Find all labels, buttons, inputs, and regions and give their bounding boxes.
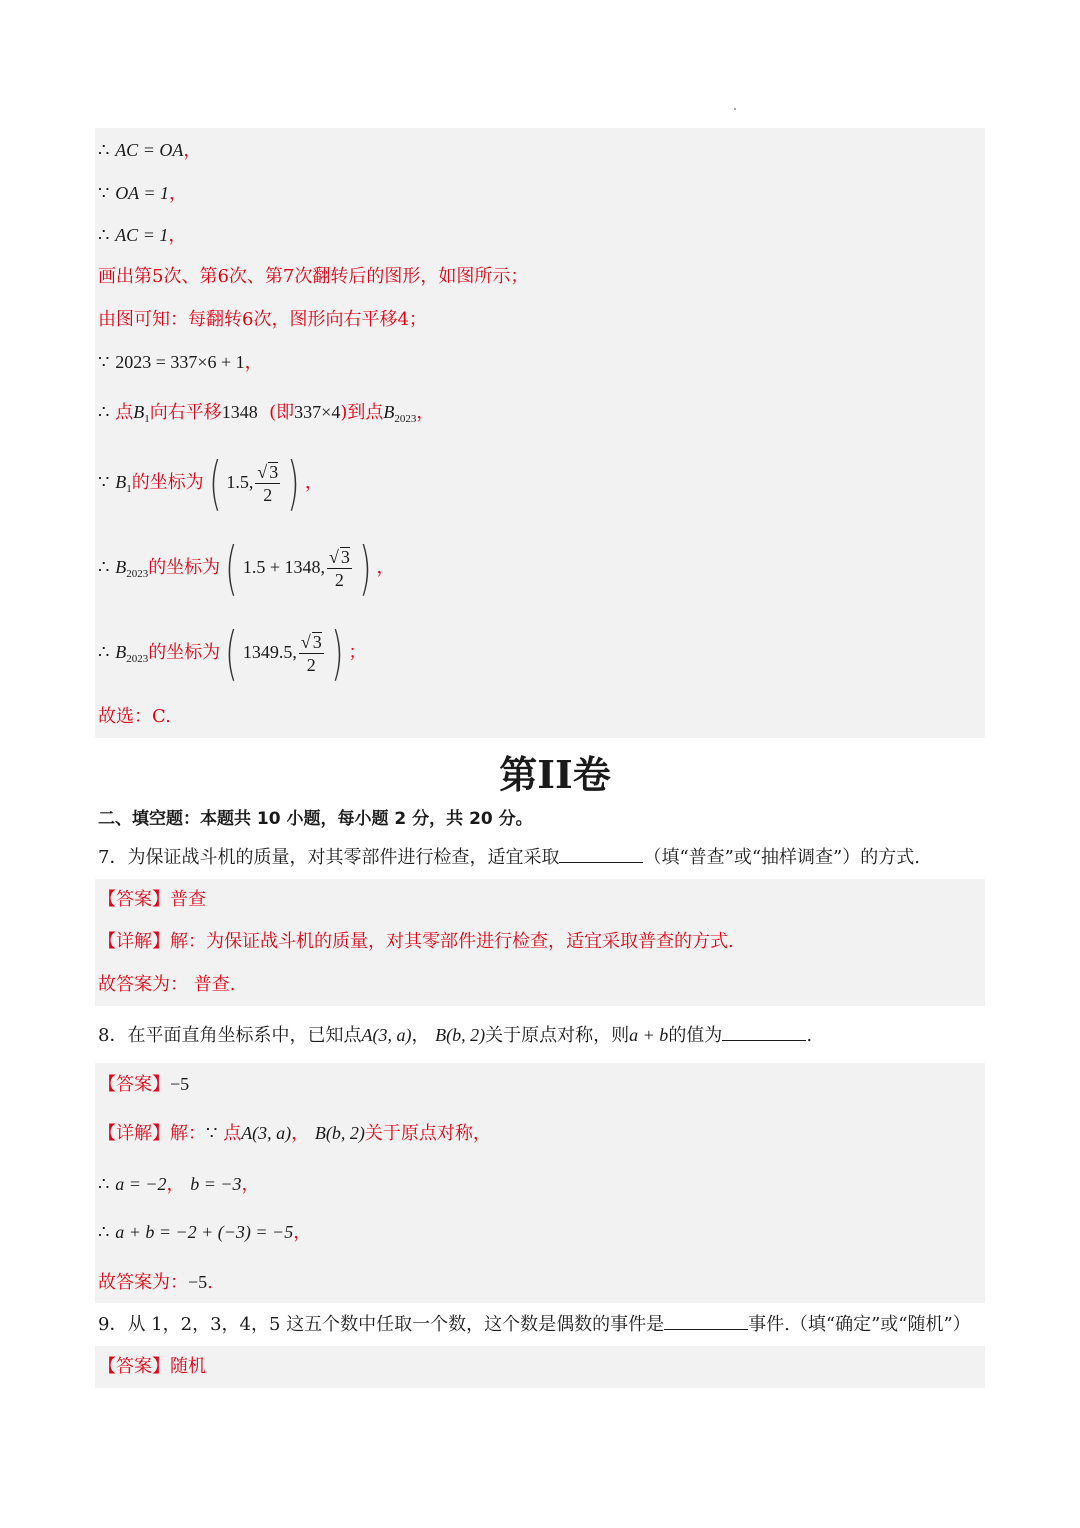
q8-step-1: ∴ a = −2， b = −3， bbox=[98, 1174, 260, 1195]
solution-line-5: 由图可知：每翻转6次，图形向右平移4； bbox=[98, 309, 427, 330]
question-8: 8．在平面直角坐标系中，已知点A(3, a)， B(b, 2)关于原点对称，则a + b的值为 . bbox=[98, 1025, 813, 1046]
question-7: 7．为保证战斗机的质量，对其零部件进行检查，适宜采取 （填“普查”或“抽样调查”）的方式. bbox=[98, 847, 920, 868]
answer-blank bbox=[664, 1313, 748, 1330]
solution-line-11: 故选：C. bbox=[98, 706, 171, 727]
q8-answer: 【答案】−5 bbox=[98, 1074, 190, 1095]
fraction: $\frac{√ 3}{2}$ bbox=[328, 546, 350, 590]
section-heading: 二、填空题：本题共 10 小题，每小题 2 分，共 20 分。 bbox=[98, 809, 533, 829]
solution-line-10: ∴ $B_{2023}$的坐标为( 1349.5, $\frac{√ 3}{2}$ ) ； bbox=[98, 619, 367, 687]
q9-answer: 【答案】随机 bbox=[98, 1356, 206, 1377]
question-9: 9．从 1，2，3，4，5 这五个数中任取一个数，这个数是偶数的事件是 事件.（填“确定”或“随机”） bbox=[98, 1314, 971, 1335]
q7-detail: 【详解】解：为保证战斗机的质量，对其零部件进行检查，适宜采取普查的方式. bbox=[98, 931, 734, 952]
solution-line-1: ∴ AC = OA， bbox=[98, 140, 202, 161]
q7-final: 故答案为： 普查. bbox=[98, 974, 236, 995]
solution-line-3: ∴ AC = 1， bbox=[98, 225, 187, 246]
scan-dot bbox=[734, 108, 736, 110]
solution-line-7: ∴ 点$B_1$向右平移1348 (即337×4)到点$B_{2023}$， bbox=[98, 402, 435, 425]
answer-box-q9 bbox=[95, 1346, 985, 1388]
solution-line-2: ∵ OA = 1， bbox=[98, 183, 188, 204]
fraction: $\frac{√ 3}{2}$ bbox=[257, 461, 279, 505]
page-title: 第II卷 bbox=[499, 752, 611, 797]
answer-blank bbox=[559, 846, 643, 863]
solution-line-6: ∵ 2023 = 337×6 + 1， bbox=[98, 352, 263, 373]
fraction: $\frac{√ 3}{2}$ bbox=[300, 631, 322, 675]
solution-line-4: 画出第5次、第6次、第7次翻转后的图形，如图所示； bbox=[98, 266, 529, 287]
solution-line-8: ∵ $B_1$的坐标为( 1.5, $\frac{√ 3}{2}$ ) ， bbox=[98, 449, 323, 517]
q8-detail: 【详解】解：∵ 点A(3, a)， B(b, 2)关于原点对称， bbox=[98, 1123, 491, 1144]
solution-line-9: ∴ $B_{2023}$的坐标为( 1.5 + 1348, $\frac{√ 3}{2}$ ) ， bbox=[98, 534, 395, 602]
answer-blank bbox=[722, 1024, 806, 1041]
q8-final: 故答案为：−5. bbox=[98, 1272, 213, 1293]
q8-step-2: ∴ a + b = −2 + (−3) = −5， bbox=[98, 1222, 312, 1243]
q7-answer: 【答案】普查 bbox=[98, 889, 206, 910]
